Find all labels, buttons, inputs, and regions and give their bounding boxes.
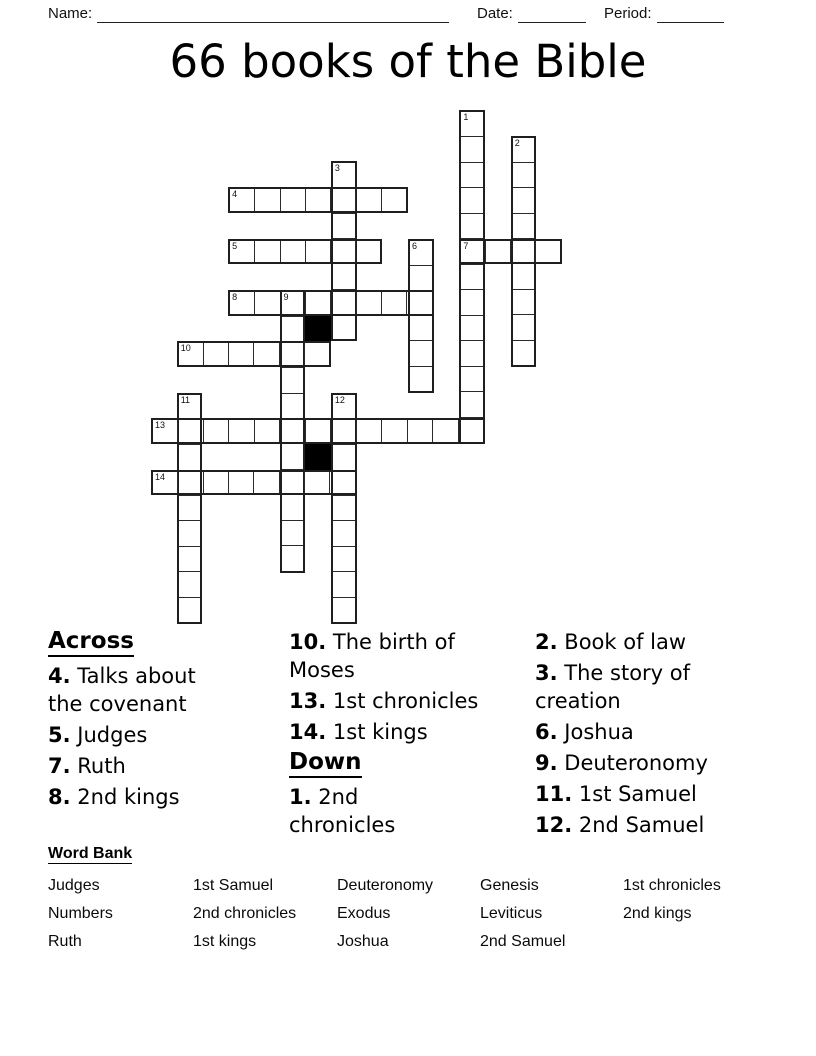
across-heading-text: Across [48, 628, 134, 657]
worksheet-title: 66 books of the Bible [169, 35, 647, 88]
clue-number: 7. [48, 754, 71, 778]
grid-cell[interactable] [511, 241, 536, 263]
clue-down-11 [535, 780, 760, 808]
clue-number: 12. [535, 813, 573, 837]
grid-clue-number: 14 [155, 471, 166, 482]
grid-cell[interactable] [305, 472, 330, 494]
word-bank-item: Exodus [337, 905, 391, 922]
grid-clue-number: 1 [463, 112, 469, 122]
grid-cell[interactable] [179, 496, 201, 521]
grid-cell[interactable] [178, 420, 203, 442]
grid-clue-number: 10 [180, 343, 191, 354]
down-heading [289, 749, 509, 776]
grid-cell[interactable] [513, 290, 535, 315]
clue-column-2 [289, 628, 509, 842]
word-bank-item: 2nd Samuel [480, 933, 566, 950]
grid-cell[interactable] [306, 241, 331, 263]
grid-cell[interactable] [305, 343, 329, 365]
grid-cell[interactable] [229, 420, 254, 442]
word-bank-item: 1st kings [193, 933, 257, 950]
word-14-across [151, 470, 357, 496]
clue-number: 2. [535, 630, 558, 654]
grid-cell[interactable] [459, 420, 483, 442]
clue-text: Talks about the covenant [48, 664, 196, 716]
clue-text: 2nd kings [77, 785, 180, 809]
word-bank-item: Judges [48, 877, 100, 894]
clue-text: 2nd chronicles [289, 785, 396, 837]
clue-text: Deuteronomy [564, 751, 708, 775]
clue-number: 9. [535, 751, 558, 775]
word-7-across [459, 239, 562, 265]
grid-cell[interactable] [255, 292, 280, 314]
name-label: Name: [48, 5, 93, 22]
grid-cell[interactable] [461, 137, 483, 162]
grid-cell[interactable] [282, 368, 304, 393]
grid-cell[interactable] [280, 343, 305, 365]
word-bank-item: Joshua [337, 933, 389, 950]
clue-down-6 [535, 718, 760, 746]
clue-number: 13. [289, 689, 327, 713]
grid-clue-number: 8 [232, 291, 238, 302]
grid-cell[interactable] [281, 189, 306, 211]
word-1-down [459, 110, 485, 444]
grid-cell[interactable] [333, 547, 355, 572]
grid-cell[interactable] [254, 472, 279, 494]
clue-across-5 [48, 721, 218, 749]
word-13-across [151, 418, 485, 444]
word-bank-column-4 [480, 872, 624, 956]
word-bank-column-3 [337, 872, 481, 956]
clue-number: 14. [289, 720, 327, 744]
period-label: Period: [604, 5, 652, 22]
grid-cell[interactable] [306, 189, 331, 211]
grid-cell[interactable] [382, 420, 407, 442]
grid-cell[interactable] [486, 241, 511, 263]
grid-cell[interactable] [461, 214, 483, 239]
word-8-across [228, 290, 434, 316]
grid-cell[interactable] [356, 241, 380, 263]
grid-cell[interactable] [333, 572, 355, 597]
grid-cell[interactable] [255, 189, 280, 211]
grid-cell[interactable] [433, 420, 458, 442]
word-6-down [408, 239, 434, 393]
grid-clue-number: 11 [180, 394, 191, 405]
grid-cell[interactable] [333, 214, 355, 239]
across-heading [48, 628, 218, 655]
clue-number: 11. [535, 782, 573, 806]
clue-text: Ruth [77, 754, 126, 778]
grid-clue-number: 7 [463, 240, 469, 251]
clue-text: 1st Samuel [578, 782, 697, 806]
clue-text: Judges [77, 723, 148, 747]
grid-clue-number: 13 [155, 420, 166, 431]
clue-number: 3. [535, 661, 558, 685]
grid-cell[interactable] [179, 547, 201, 572]
clue-column-1 [48, 628, 218, 814]
grid-cell[interactable] [333, 315, 355, 339]
grid-cell[interactable] [331, 189, 356, 211]
grid-cell[interactable] [179, 521, 201, 546]
black-cell [305, 316, 331, 342]
clue-text: 1st kings [332, 720, 428, 744]
grid-cell[interactable] [410, 367, 432, 391]
clue-down-2 [535, 628, 760, 656]
grid-cell[interactable] [357, 292, 382, 314]
grid-cell[interactable] [410, 316, 432, 341]
clue-down-1 [289, 783, 449, 839]
grid-cell[interactable] [331, 241, 356, 263]
grid-cell[interactable] [178, 472, 203, 494]
clue-number: 4. [48, 664, 71, 688]
word-bank-heading-text: Word Bank [48, 845, 133, 862]
grid-clue-number: 9 [283, 291, 289, 302]
grid-cell[interactable] [407, 292, 431, 314]
grid-cell[interactable] [333, 598, 355, 622]
grid-cell[interactable] [330, 472, 354, 494]
grid-cell[interactable] [255, 420, 280, 442]
word-bank-item: Genesis [480, 877, 539, 894]
grid-cell[interactable] [282, 317, 304, 342]
clue-text: Joshua [564, 720, 634, 744]
word-bank-item: Deuteronomy [337, 877, 434, 894]
grid-cell[interactable] [461, 367, 483, 392]
grid-cell[interactable] [410, 266, 432, 291]
word-bank-column-2 [193, 872, 337, 956]
down-heading-text: Down [289, 749, 362, 778]
grid-cell[interactable] [410, 341, 432, 366]
word-bank-item: 2nd kings [623, 905, 692, 922]
word-4-across [228, 187, 408, 213]
grid-cell[interactable] [356, 189, 381, 211]
date-label: Date: [477, 5, 513, 22]
grid-cell[interactable] [306, 420, 331, 442]
clue-text: The birth of Moses [289, 630, 455, 682]
clue-number: 8. [48, 785, 71, 809]
grid-cell[interactable] [536, 241, 560, 263]
word-10-across [177, 341, 331, 367]
word-bank-item: Leviticus [480, 905, 543, 922]
grid-cell[interactable] [255, 241, 280, 263]
clue-across-8 [48, 783, 218, 811]
grid-cell[interactable] [333, 521, 355, 546]
word-bank-column-5 [623, 872, 767, 928]
word-bank-column-1 [48, 872, 192, 956]
grid-cell[interactable] [229, 472, 254, 494]
clue-number: 1. [289, 785, 312, 809]
grid-cell[interactable] [513, 264, 535, 289]
grid-cell[interactable] [281, 241, 306, 263]
clue-across-4 [48, 662, 218, 718]
grid-cell[interactable] [306, 292, 331, 314]
grid-cell[interactable] [461, 163, 483, 188]
grid-clue-number: 3 [334, 163, 340, 174]
grid-cell[interactable] [382, 292, 407, 314]
grid-cell[interactable] [204, 420, 229, 442]
grid-cell[interactable] [333, 496, 355, 521]
clue-down-9 [535, 749, 760, 777]
black-cell [305, 444, 331, 470]
clue-down-12 [535, 811, 760, 839]
word-bank-item: 1st Samuel [193, 877, 274, 894]
clue-across-14 [289, 718, 509, 746]
grid-cell[interactable] [282, 495, 304, 520]
grid-cell[interactable] [513, 188, 535, 213]
grid-cell[interactable] [513, 163, 535, 188]
grid-cell[interactable] [229, 343, 254, 365]
grid-cell[interactable] [382, 189, 406, 211]
grid-cell[interactable] [408, 420, 433, 442]
grid-cell[interactable] [357, 420, 382, 442]
grid-clue-number: 4 [232, 189, 238, 200]
grid-cell[interactable] [280, 420, 305, 442]
grid-cell[interactable] [179, 598, 201, 622]
grid-cell[interactable] [204, 343, 229, 365]
clue-across-7 [48, 752, 218, 780]
word-bank-heading [48, 845, 132, 863]
grid-cell[interactable] [513, 341, 535, 365]
grid-cell[interactable] [179, 572, 201, 597]
grid-cell[interactable] [331, 420, 356, 442]
grid-cell[interactable] [461, 188, 483, 213]
clue-text: 2nd Samuel [578, 813, 705, 837]
word-bank-item: Ruth [48, 933, 82, 950]
grid-cell[interactable] [282, 546, 304, 570]
word-bank-item: 2nd chronicles [193, 905, 297, 922]
grid-clue-number: 5 [232, 240, 238, 251]
word-bank-item: 1st chronicles [623, 877, 721, 894]
grid-cell[interactable] [461, 290, 483, 315]
clue-text: The story of creation [535, 661, 691, 713]
grid-cell[interactable] [461, 316, 483, 341]
grid-cell[interactable] [461, 265, 483, 290]
clue-column-3 [535, 628, 760, 842]
clue-number: 6. [535, 720, 558, 744]
grid-cell[interactable] [513, 214, 535, 239]
clue-across-10 [289, 628, 509, 684]
clue-text: 1st chronicles [332, 689, 479, 713]
grid-cell[interactable] [461, 392, 483, 417]
grid-clue-number: 12 [334, 394, 345, 405]
clue-text: Book of law [564, 630, 687, 654]
clue-down-3 [535, 659, 760, 715]
grid-cell[interactable] [282, 521, 304, 546]
clue-number: 10. [289, 630, 327, 654]
grid-cell[interactable] [204, 472, 229, 494]
grid-cell[interactable] [331, 292, 356, 314]
grid-clue-number: 2 [514, 137, 520, 148]
clue-across-13 [289, 687, 509, 715]
word-bank-item: Numbers [48, 905, 113, 922]
grid-cell[interactable] [513, 315, 535, 340]
word-5-across [228, 239, 382, 265]
grid-cell[interactable] [280, 472, 305, 494]
grid-clue-number: 6 [412, 240, 418, 251]
clue-number: 5. [48, 723, 71, 747]
grid-cell[interactable] [179, 445, 201, 470]
grid-cell[interactable] [333, 264, 355, 289]
grid-cell[interactable] [282, 444, 304, 469]
grid-cell[interactable] [333, 445, 355, 470]
grid-cell[interactable] [461, 341, 483, 366]
grid-cell[interactable] [282, 394, 304, 419]
grid-cell[interactable] [254, 343, 279, 365]
